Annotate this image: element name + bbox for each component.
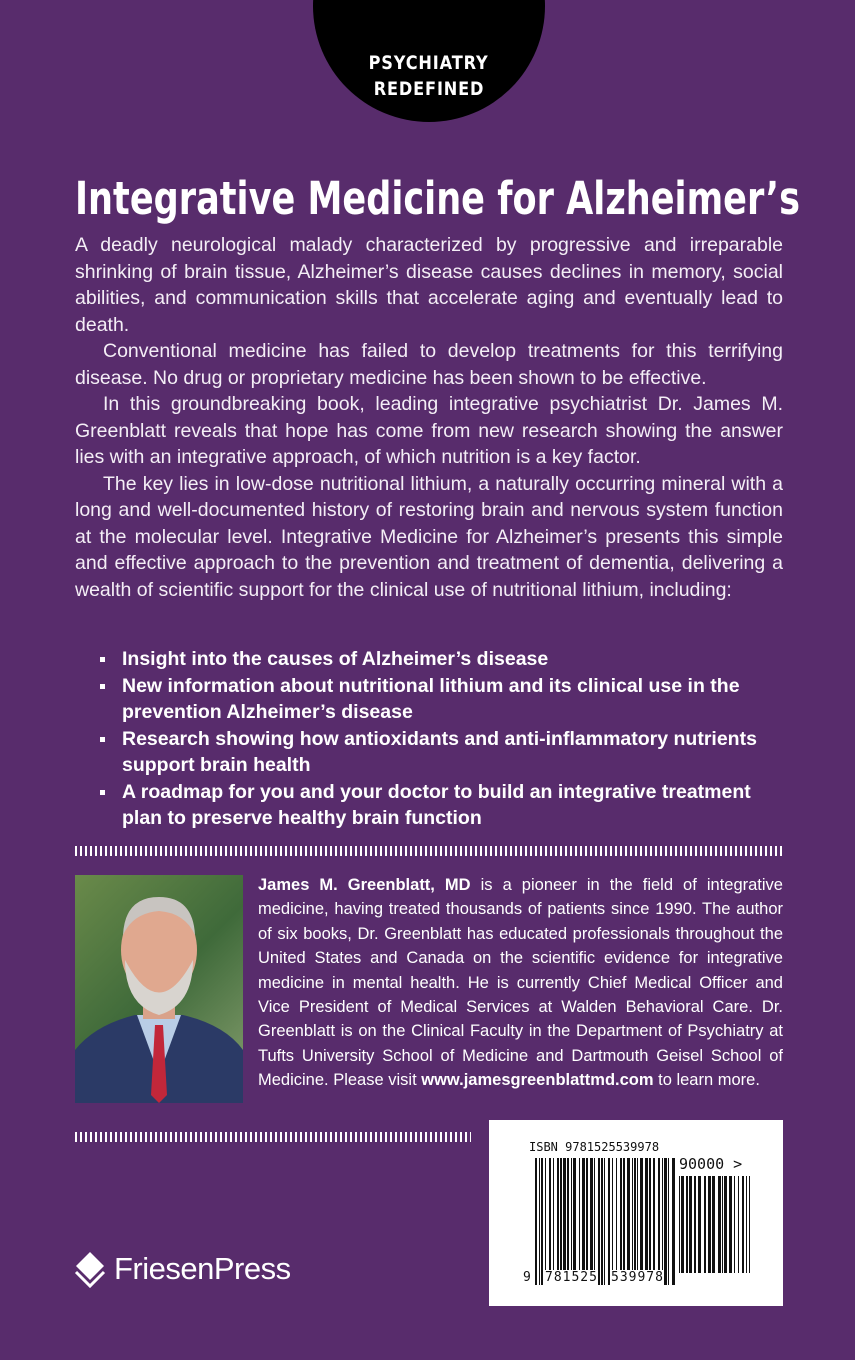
barcode-bar xyxy=(623,1158,625,1285)
barcode-bar xyxy=(608,1158,610,1285)
barcode-bar xyxy=(686,1176,688,1273)
paragraph: The key lies in low-dose nutritional lithium, a naturally occurring mineral with a long and well-documented history of restoring brain and nervous system function at the molecular level. Integrative Medicine for Alzheimer’s presents this simple and effective approach to the prevention and treatment of dementia, delivering a wealth of scientific support for the clinical use of nutritional lithium, including: xyxy=(75,472,783,601)
barcode-bar xyxy=(658,1158,660,1285)
barcode-bar xyxy=(640,1158,643,1285)
barcode-bar xyxy=(612,1158,613,1285)
barcode-bar xyxy=(598,1158,600,1285)
barcode-bar xyxy=(539,1158,540,1285)
bio-tail: to learn more. xyxy=(653,1071,760,1090)
series-badge xyxy=(313,0,545,122)
barcode-bar xyxy=(645,1158,648,1285)
barcode-bar xyxy=(681,1176,684,1273)
author-photo xyxy=(75,875,243,1103)
barcode-bar xyxy=(708,1176,711,1273)
publisher-logo xyxy=(74,1250,291,1288)
barcode-bar xyxy=(634,1158,636,1285)
barcode-bar xyxy=(560,1158,562,1285)
barcode-bar xyxy=(729,1176,732,1273)
author-bio xyxy=(258,873,783,1093)
barcode-bar xyxy=(749,1176,750,1273)
barcode-bar xyxy=(668,1158,669,1285)
barcode-bar xyxy=(590,1158,593,1285)
barcode-bar xyxy=(541,1158,543,1285)
barcode-bar xyxy=(694,1176,696,1273)
bullet-item: Research showing how antioxidants and anti-inflammatory nutrients support brain health xyxy=(100,726,790,779)
description xyxy=(75,232,783,603)
barcode-bar xyxy=(632,1158,633,1285)
barcode-bar xyxy=(649,1158,651,1285)
barcode-bar xyxy=(689,1176,692,1273)
barcode-bar xyxy=(567,1158,569,1285)
barcode-bar xyxy=(563,1158,566,1285)
barcode-bar xyxy=(579,1158,580,1285)
barcode-bar xyxy=(742,1176,744,1273)
barcode-bar xyxy=(616,1158,617,1285)
barcode-bar xyxy=(557,1158,559,1285)
bullet-item: Insight into the causes of Alzheimer’s disease xyxy=(100,646,790,673)
barcode-bar xyxy=(545,1158,546,1285)
badge-line-1: PSYCHIATRY xyxy=(369,52,489,74)
bullet-item: A roadmap for you and your doctor to build an integrative treatment plan to preserve healthy brain function xyxy=(100,779,790,832)
badge-line-2: REDEFINED xyxy=(373,78,485,100)
isbn-barcode xyxy=(489,1120,783,1306)
barcode-bar xyxy=(698,1176,701,1273)
barcode-bar xyxy=(535,1158,537,1285)
bullet-item: New information about nutritional lithium and its clinical use in the prevention Alzheimer’s disease xyxy=(100,673,790,726)
barcode-bar xyxy=(722,1176,723,1273)
book-title: Integrative Medicine for Alzheimer’s xyxy=(75,172,800,225)
paragraph: A deadly neurological malady characterized by progressive and irreparable shrinking of brain tissue, Alzheimer’s disease causes declines in memory, social abilities, and communication skills that accelerate aging and eventually lead to death. xyxy=(75,234,783,336)
barcode-bar xyxy=(601,1158,603,1285)
isbn-label: ISBN 9781525539978 xyxy=(529,1140,660,1154)
barcode-bar xyxy=(594,1158,595,1285)
paragraph: In this groundbreaking book, leading integrative psychiatrist Dr. James M. Greenblatt reveals that hope has come from new research showing the answer lies with an integrative approach, of which nutrition is a key factor. xyxy=(75,393,783,468)
barcode-bar xyxy=(604,1158,605,1285)
barcode-bar xyxy=(746,1176,747,1273)
bullet-list xyxy=(100,646,790,832)
barcode-bar xyxy=(679,1176,680,1273)
barcode-bar xyxy=(704,1176,706,1273)
divider xyxy=(75,846,783,856)
bio-text: is a pioneer in the field of integrative medicine, having treated thousands of patients since 1990. The author of six books, Dr. Greenblatt has educated professionals throughout the United States and Canada on the scientific evidence for integrative medicine in mental health. He is currently Chief Medical Officer and Vice President of Medical Services at Walden Behavioral Care. Dr. Greenblatt is on the Clinical Faculty in the Department of Psychiatry at Tufts University School of Medicine and Dartmouth Geisel School of Medicine. Please visit xyxy=(258,876,783,1090)
barcode-digit-first: 9 xyxy=(523,1270,531,1285)
barcode-bar xyxy=(549,1158,551,1285)
barcode-bar xyxy=(718,1176,721,1273)
barcode-bar xyxy=(620,1158,622,1285)
barcode-bar xyxy=(712,1176,715,1273)
barcode-bar xyxy=(571,1158,572,1285)
diamond-logo-icon xyxy=(74,1250,106,1288)
barcode-digits-left: 781525 xyxy=(545,1270,598,1285)
barcode-bar xyxy=(653,1158,655,1285)
barcode-bar xyxy=(637,1158,638,1285)
barcode-digits-right: 539978 xyxy=(611,1270,664,1285)
paragraph: Conventional medicine has failed to develop treatments for this terrifying disease. No drug or proprietary medicine has been shown to be effective. xyxy=(75,340,783,389)
barcode-bar xyxy=(664,1158,667,1285)
barcode-bar xyxy=(582,1158,585,1285)
barcode-bar xyxy=(724,1176,727,1273)
price-code: 90000 > xyxy=(679,1155,743,1173)
barcode-bar xyxy=(586,1158,588,1285)
barcode-bar xyxy=(738,1176,739,1273)
divider xyxy=(75,1132,471,1142)
barcode-bar xyxy=(573,1158,576,1285)
author-website-link[interactable]: www.jamesgreenblattmd.com xyxy=(421,1071,654,1090)
barcode-bar xyxy=(662,1158,663,1285)
barcode-bar xyxy=(672,1158,675,1285)
author-name: James M. Greenblatt, MD xyxy=(258,876,471,894)
barcode-bar xyxy=(553,1158,554,1285)
barcode-bar xyxy=(734,1176,735,1273)
barcode-bar xyxy=(627,1158,630,1285)
publisher-name: FriesenPress xyxy=(114,1251,291,1286)
